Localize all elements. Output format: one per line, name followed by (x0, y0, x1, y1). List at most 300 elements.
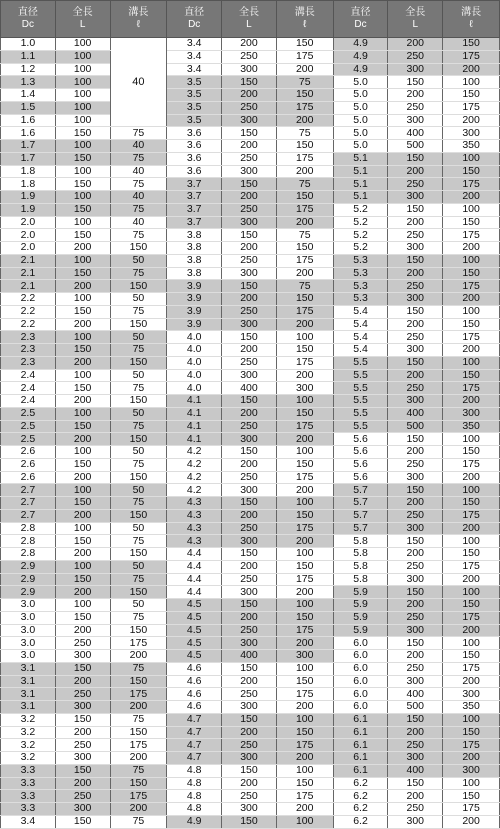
length-cell: 250 (55, 790, 110, 803)
length-cell: 150 (388, 535, 443, 548)
dc-cell: 2.0 (1, 242, 56, 255)
length-header: 全長 L (222, 1, 277, 38)
flute-length-cell: 175 (110, 739, 167, 752)
dc-cell: 6.0 (333, 637, 388, 650)
table-row (1, 509, 500, 522)
dc-cell: 2.1 (1, 280, 56, 293)
flute-length-cell: 150 (443, 369, 500, 382)
length-cell: 250 (388, 662, 443, 675)
dc-cell: 5.8 (333, 560, 388, 573)
dc-cell: 5.3 (333, 267, 388, 280)
flute-length-cell: 175 (276, 305, 333, 318)
dc-cell: 5.5 (333, 382, 388, 395)
length-cell: 250 (388, 803, 443, 816)
dc-cell: 3.5 (167, 76, 222, 89)
table-row (1, 484, 500, 497)
dc-cell: 5.4 (333, 305, 388, 318)
flute-length-cell: 200 (443, 293, 500, 306)
dc-cell: 3.0 (1, 599, 56, 612)
dc-cell: 5.4 (333, 318, 388, 331)
length-cell: 150 (222, 395, 277, 408)
length-cell: 200 (55, 777, 110, 790)
dc-cell: 3.2 (1, 739, 56, 752)
dc-cell: 1.1 (1, 50, 56, 63)
flute-length-cell: 100 (276, 815, 333, 828)
flute-length-cell: 350 (443, 420, 500, 433)
flute-length-cell: 150 (443, 497, 500, 510)
flute-length-cell: 150 (443, 650, 500, 663)
length-cell: 150 (55, 497, 110, 510)
flute-length-cell: 200 (110, 650, 167, 663)
length-cell: 150 (388, 254, 443, 267)
dc-cell: 2.8 (1, 535, 56, 548)
dc-cell: 5.2 (333, 203, 388, 216)
length-cell: 250 (388, 50, 443, 63)
flute-length-cell: 175 (110, 790, 167, 803)
dc-cell: 3.7 (167, 216, 222, 229)
length-cell: 150 (222, 280, 277, 293)
flute-length-cell: 50 (110, 560, 167, 573)
length-cell: 200 (222, 458, 277, 471)
length-cell: 100 (55, 216, 110, 229)
dc-cell: 4.3 (167, 497, 222, 510)
flute-length-cell: 150 (443, 548, 500, 561)
flute-length-cell: 200 (443, 395, 500, 408)
flute-length-cell: 75 (276, 178, 333, 191)
dc-cell: 1.2 (1, 63, 56, 76)
flute-length-cell: 150 (110, 471, 167, 484)
length-cell: 150 (222, 764, 277, 777)
flute-length-cell: 50 (110, 254, 167, 267)
flute-length-cell: 150 (110, 280, 167, 293)
flute-length-cell: 75 (110, 713, 167, 726)
flute-length-cell: 350 (443, 140, 500, 153)
length-cell: 100 (55, 254, 110, 267)
length-cell: 150 (55, 267, 110, 280)
flute-length-cell: 150 (276, 675, 333, 688)
dc-cell: 6.1 (333, 726, 388, 739)
dc-cell: 4.1 (167, 395, 222, 408)
length-cell: 200 (222, 293, 277, 306)
flute-length-cell: 75 (110, 815, 167, 828)
table-row (1, 662, 500, 675)
length-cell: 300 (222, 535, 277, 548)
flute-length-cell: 50 (110, 446, 167, 459)
table-row (1, 280, 500, 293)
length-cell: 150 (222, 815, 277, 828)
table-body (1, 38, 500, 829)
dc-cell: 2.9 (1, 560, 56, 573)
length-cell: 100 (55, 522, 110, 535)
length-cell: 300 (222, 165, 277, 178)
flute-length-cell: 175 (276, 101, 333, 114)
dc-cell: 4.6 (167, 675, 222, 688)
flute-length-cell: 175 (276, 739, 333, 752)
table-row (1, 637, 500, 650)
flute-length-cell: 150 (443, 267, 500, 280)
table-row (1, 815, 500, 828)
dc-cell: 4.9 (333, 50, 388, 63)
flute-length-cell: 100 (443, 254, 500, 267)
table-row (1, 344, 500, 357)
length-cell: 150 (55, 535, 110, 548)
dc-cell: 3.8 (167, 229, 222, 242)
table-row (1, 688, 500, 701)
length-cell: 150 (55, 203, 110, 216)
dc-cell: 2.7 (1, 484, 56, 497)
flute-length-cell: 150 (110, 777, 167, 790)
flute-length-cell: 175 (110, 688, 167, 701)
flute-length-cell: 175 (276, 203, 333, 216)
flute-length-cell: 150 (276, 726, 333, 739)
length-cell: 250 (388, 101, 443, 114)
dc-cell: 5.0 (333, 76, 388, 89)
dc-cell: 3.9 (167, 305, 222, 318)
dc-cell: 5.3 (333, 293, 388, 306)
length-cell: 500 (388, 140, 443, 153)
length-cell: 150 (55, 305, 110, 318)
dc-cell: 6.0 (333, 675, 388, 688)
flute-length-cell: 200 (443, 471, 500, 484)
flute-length-cell: 100 (276, 662, 333, 675)
dc-cell: 4.7 (167, 739, 222, 752)
flute-length-cell: 300 (443, 688, 500, 701)
table-row (1, 191, 500, 204)
length-cell: 150 (55, 420, 110, 433)
dc-cell: 1.5 (1, 101, 56, 114)
table-row (1, 586, 500, 599)
length-cell: 100 (55, 484, 110, 497)
flute-length-cell: 175 (443, 229, 500, 242)
length-cell: 200 (388, 548, 443, 561)
flute-length-cell: 175 (110, 637, 167, 650)
dc-cell: 3.5 (167, 89, 222, 102)
dc-cell: 6.2 (333, 777, 388, 790)
length-cell: 500 (388, 420, 443, 433)
flute-length-cell: 50 (110, 293, 167, 306)
length-cell: 150 (388, 586, 443, 599)
length-cell: 150 (222, 127, 277, 140)
flute-length-cell: 150 (443, 38, 500, 51)
flute-length-cell: 150 (110, 726, 167, 739)
dc-cell: 5.8 (333, 573, 388, 586)
dc-cell: 5.4 (333, 331, 388, 344)
dc-cell: 4.8 (167, 764, 222, 777)
dc-cell: 2.3 (1, 356, 56, 369)
length-cell: 300 (222, 637, 277, 650)
dc-cell: 4.2 (167, 471, 222, 484)
length-cell: 150 (222, 497, 277, 510)
dc-cell: 4.2 (167, 458, 222, 471)
table-row (1, 713, 500, 726)
dc-cell: 6.1 (333, 713, 388, 726)
length-cell: 100 (55, 407, 110, 420)
length-cell: 100 (55, 38, 110, 51)
dc-cell: 6.1 (333, 739, 388, 752)
length-cell: 100 (55, 101, 110, 114)
flute-length-cell: 200 (110, 803, 167, 816)
dc-cell: 5.7 (333, 484, 388, 497)
length-cell: 100 (55, 560, 110, 573)
dc-cell: 5.6 (333, 446, 388, 459)
length-cell: 500 (388, 701, 443, 714)
flute-length-cell: 200 (443, 675, 500, 688)
dc-cell: 3.2 (1, 752, 56, 765)
dc-cell: 2.5 (1, 433, 56, 446)
length-cell: 200 (388, 165, 443, 178)
dc-cell: 4.9 (333, 63, 388, 76)
dc-cell: 2.2 (1, 318, 56, 331)
dc-cell: 4.5 (167, 650, 222, 663)
length-cell: 150 (388, 203, 443, 216)
dc-cell: 5.1 (333, 152, 388, 165)
length-cell: 300 (55, 701, 110, 714)
dc-header: 直径 Dc (167, 1, 222, 38)
length-cell: 300 (388, 242, 443, 255)
flute-length-cell: 200 (110, 701, 167, 714)
flute-length-cell: 175 (443, 560, 500, 573)
dc-cell: 3.7 (167, 191, 222, 204)
dc-cell: 3.2 (1, 713, 56, 726)
length-cell: 200 (222, 611, 277, 624)
flute-length-cell: 200 (443, 191, 500, 204)
flute-length-cell: 300 (443, 764, 500, 777)
dc-cell: 2.7 (1, 497, 56, 510)
length-cell: 150 (55, 127, 110, 140)
flute-length-cell: 175 (276, 624, 333, 637)
dc-cell: 2.5 (1, 407, 56, 420)
flute-length-cell: 175 (443, 101, 500, 114)
flute-length-cell: 200 (443, 63, 500, 76)
table-row (1, 420, 500, 433)
dc-cell: 4.7 (167, 713, 222, 726)
length-cell: 150 (388, 433, 443, 446)
dc-cell: 5.0 (333, 89, 388, 102)
flute-length-cell: 75 (276, 229, 333, 242)
length-cell: 300 (388, 624, 443, 637)
flute-length-cell: 150 (276, 509, 333, 522)
flute-length-cell: 150 (443, 165, 500, 178)
length-cell: 100 (55, 63, 110, 76)
table-row (1, 242, 500, 255)
flute-length-cell: 150 (110, 356, 167, 369)
flute-length-cell: 100 (443, 76, 500, 89)
dc-cell: 5.0 (333, 127, 388, 140)
table-row (1, 152, 500, 165)
table-row (1, 726, 500, 739)
length-cell: 300 (222, 433, 277, 446)
dc-cell: 4.4 (167, 573, 222, 586)
dc-cell: 5.0 (333, 140, 388, 153)
length-cell: 200 (55, 395, 110, 408)
table-row (1, 178, 500, 191)
length-cell: 200 (388, 216, 443, 229)
length-cell: 150 (222, 229, 277, 242)
flute-length-cell: 100 (443, 586, 500, 599)
dc-cell: 3.9 (167, 280, 222, 293)
table-row (1, 548, 500, 561)
flute-length-cell: 100 (443, 356, 500, 369)
flute-length-cell: 150 (110, 548, 167, 561)
table-row (1, 433, 500, 446)
length-cell: 200 (222, 560, 277, 573)
length-cell: 300 (388, 395, 443, 408)
length-cell: 150 (388, 777, 443, 790)
length-cell: 250 (222, 790, 277, 803)
flute-length-cell: 100 (276, 548, 333, 561)
length-cell: 200 (388, 318, 443, 331)
length-cell: 200 (55, 624, 110, 637)
flute-length-cell: 100 (276, 331, 333, 344)
dc-cell: 4.3 (167, 522, 222, 535)
length-cell: 300 (222, 484, 277, 497)
length-cell: 300 (222, 267, 277, 280)
dc-cell: 6.0 (333, 701, 388, 714)
flute-length-cell: 200 (276, 433, 333, 446)
length-header: 全長 L (388, 1, 443, 38)
length-cell: 200 (55, 433, 110, 446)
table-row (1, 382, 500, 395)
dc-cell: 3.1 (1, 701, 56, 714)
table-row (1, 560, 500, 573)
flute-length-cell: 175 (276, 152, 333, 165)
length-cell: 300 (55, 650, 110, 663)
flute-length-cell: 150 (443, 599, 500, 612)
dc-cell: 6.0 (333, 650, 388, 663)
table-row (1, 140, 500, 153)
length-cell: 200 (55, 548, 110, 561)
length-cell: 300 (222, 216, 277, 229)
dc-cell: 5.0 (333, 101, 388, 114)
dc-cell: 4.8 (167, 777, 222, 790)
dc-header: 直径 Dc (333, 1, 388, 38)
flute-length-cell: 40 (110, 140, 167, 153)
dc-cell: 2.3 (1, 344, 56, 357)
flute-length-cell: 175 (276, 688, 333, 701)
length-cell: 150 (388, 484, 443, 497)
length-cell: 200 (55, 280, 110, 293)
length-cell: 300 (388, 344, 443, 357)
flute-length-cell: 200 (443, 815, 500, 828)
flute-length-cell: 150 (443, 790, 500, 803)
length-cell: 100 (55, 599, 110, 612)
length-cell: 300 (55, 752, 110, 765)
flute-length-cell: 100 (443, 484, 500, 497)
dc-cell: 4.8 (167, 803, 222, 816)
flute-length-cell: 350 (443, 701, 500, 714)
dc-cell: 5.6 (333, 433, 388, 446)
length-cell: 150 (222, 446, 277, 459)
dc-cell: 6.1 (333, 752, 388, 765)
table-row (1, 318, 500, 331)
flute-length-cell: 150 (443, 318, 500, 331)
dc-cell: 2.5 (1, 420, 56, 433)
flute-length-cell: 175 (443, 280, 500, 293)
dc-cell: 4.0 (167, 344, 222, 357)
length-cell: 200 (55, 242, 110, 255)
flute-length-cell: 75 (110, 203, 167, 216)
flute-length-cell: 200 (443, 624, 500, 637)
flute-length-cell: 300 (276, 382, 333, 395)
length-cell: 250 (222, 203, 277, 216)
dc-cell: 4.0 (167, 356, 222, 369)
dc-cell: 6.1 (333, 764, 388, 777)
length-cell: 250 (222, 254, 277, 267)
length-cell: 100 (55, 76, 110, 89)
flute-length-cell: 75 (110, 127, 167, 140)
flute-length-cell: 150 (443, 446, 500, 459)
flute-length-cell: 200 (276, 586, 333, 599)
length-cell: 150 (222, 599, 277, 612)
flute-length-cell: 150 (276, 560, 333, 573)
dc-cell: 2.4 (1, 395, 56, 408)
table-row (1, 114, 500, 127)
flute-length-cell: 50 (110, 331, 167, 344)
flute-length-cell: 200 (276, 216, 333, 229)
dc-cell: 5.5 (333, 369, 388, 382)
length-cell: 200 (222, 140, 277, 153)
dc-cell: 1.3 (1, 76, 56, 89)
dc-cell: 5.6 (333, 458, 388, 471)
table-row (1, 701, 500, 714)
flute-length-cell: 200 (276, 165, 333, 178)
flute-length-cell: 75 (110, 535, 167, 548)
length-cell: 200 (222, 191, 277, 204)
flute-length-cell: 200 (276, 63, 333, 76)
length-cell: 100 (55, 191, 110, 204)
dc-cell: 5.7 (333, 497, 388, 510)
flute-length-cell: 200 (276, 701, 333, 714)
flute-length-cell: 150 (276, 458, 333, 471)
length-cell: 150 (388, 305, 443, 318)
flute-length-cell: 50 (110, 484, 167, 497)
length-cell: 250 (222, 356, 277, 369)
dc-cell: 5.7 (333, 509, 388, 522)
length-cell: 300 (222, 318, 277, 331)
dc-cell: 4.2 (167, 446, 222, 459)
flute-length-cell: 175 (443, 458, 500, 471)
flute-length-cell: 150 (276, 89, 333, 102)
flute-length-cell: 100 (276, 446, 333, 459)
flute-length-cell: 175 (443, 331, 500, 344)
table-row (1, 803, 500, 816)
flute-length-cell: 200 (276, 752, 333, 765)
flute-length-cell: 200 (276, 369, 333, 382)
dc-cell: 4.7 (167, 726, 222, 739)
length-cell: 200 (388, 599, 443, 612)
table-row (1, 229, 500, 242)
dc-cell: 4.5 (167, 611, 222, 624)
flute-length-cell: 100 (443, 713, 500, 726)
length-cell: 250 (55, 637, 110, 650)
dc-cell: 5.9 (333, 624, 388, 637)
flute-length-cell: 150 (276, 344, 333, 357)
length-cell: 150 (55, 815, 110, 828)
length-cell: 200 (222, 509, 277, 522)
flute-length-cell: 200 (276, 114, 333, 127)
length-cell: 100 (55, 114, 110, 127)
length-cell: 150 (388, 152, 443, 165)
length-cell: 200 (222, 89, 277, 102)
table-row (1, 356, 500, 369)
length-cell: 100 (55, 140, 110, 153)
dc-cell: 4.4 (167, 548, 222, 561)
flute-length-cell: 150 (443, 89, 500, 102)
dc-cell: 2.8 (1, 548, 56, 561)
flute-length-cell: 175 (443, 611, 500, 624)
length-cell: 200 (222, 242, 277, 255)
flute-length-cell: 50 (110, 407, 167, 420)
